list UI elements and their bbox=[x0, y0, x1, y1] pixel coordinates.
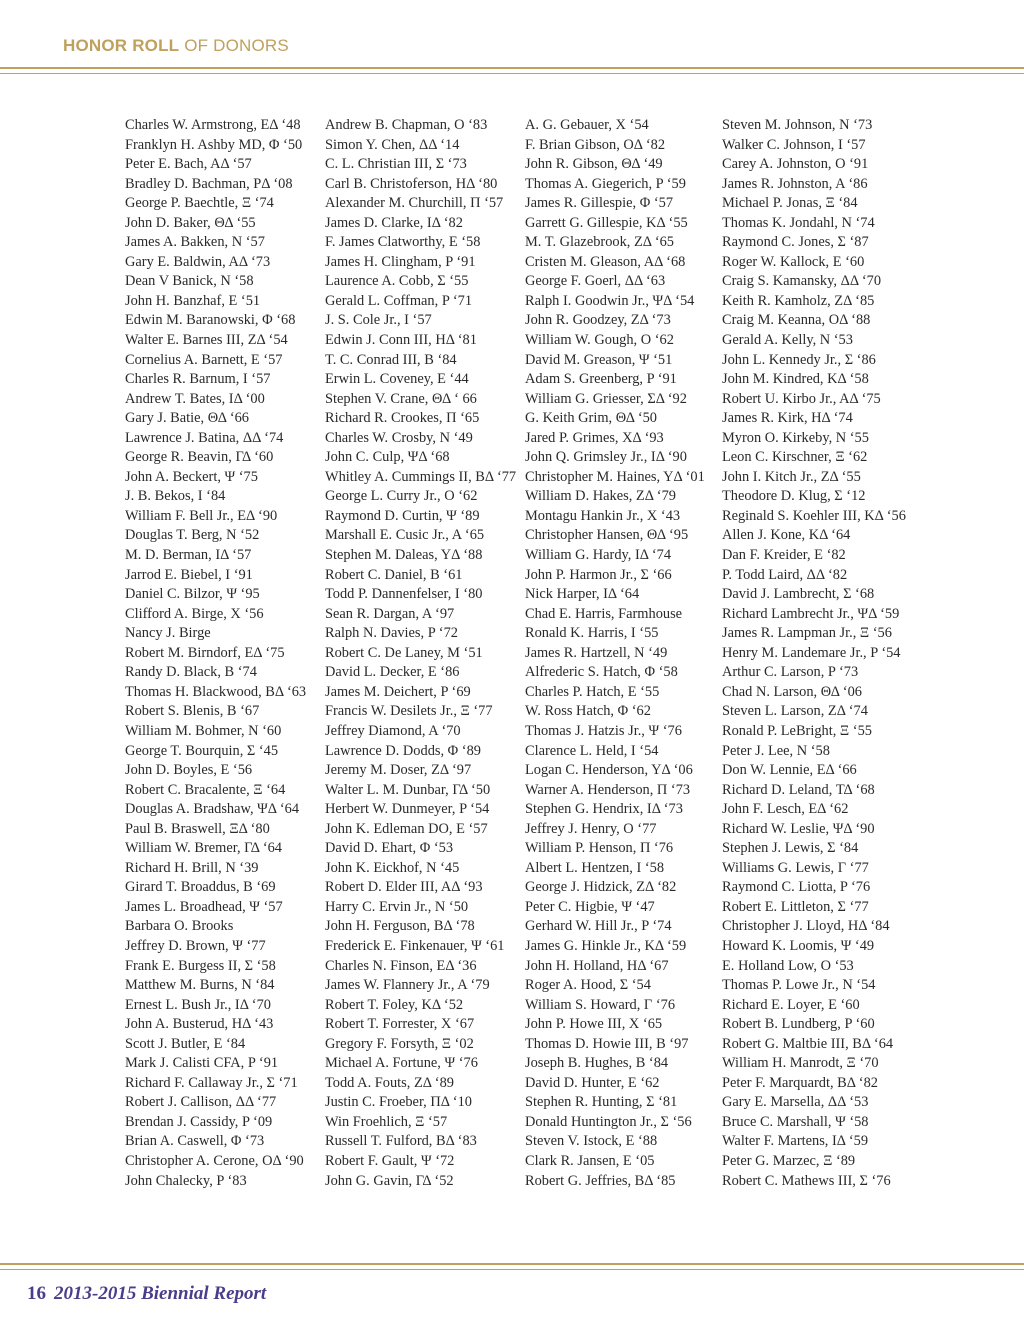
donor-name: James R. Johnston, A ‘86 bbox=[722, 175, 868, 192]
donor-name: Peter F. Marquardt, BΔ ‘82 bbox=[722, 1074, 878, 1091]
donor-name: John L. Kennedy Jr., Σ ‘86 bbox=[722, 351, 876, 368]
donor-name: Gerald L. Coffman, P ‘71 bbox=[325, 292, 473, 309]
donor-name: Richard H. Brill, N ‘39 bbox=[125, 859, 259, 876]
donor-name: Edwin M. Baranowski, Φ ‘68 bbox=[125, 312, 296, 329]
donor-name: John Q. Grimsley Jr., IΔ ‘90 bbox=[525, 449, 687, 466]
donor-name: Dean V Banick, N ‘58 bbox=[125, 273, 254, 290]
donor-name: James H. Clingham, P ‘91 bbox=[325, 253, 476, 270]
donor-name: David L. Decker, E ‘86 bbox=[325, 664, 460, 681]
donor-name: Robert F. Gault, Ψ ‘72 bbox=[325, 1152, 455, 1169]
donor-name: James R. Hartzell, N ‘49 bbox=[525, 644, 668, 661]
donor-name: Richard Lambrecht Jr., ΨΔ ‘59 bbox=[722, 605, 900, 622]
donor-name: John M. Kindred, KΔ ‘58 bbox=[722, 371, 869, 388]
donor-name: Donald Huntington Jr., Σ ‘56 bbox=[525, 1113, 692, 1130]
donor-name: Paul B. Braswell, ΞΔ ‘80 bbox=[125, 820, 270, 837]
donor-name: Matthew M. Burns, N ‘84 bbox=[125, 977, 275, 994]
donor-name: Nancy J. Birge bbox=[125, 625, 211, 642]
donor-name: George T. Bourquin, Σ ‘45 bbox=[125, 742, 279, 759]
section-header bbox=[63, 36, 289, 56]
donor-name: James R. Kirk, HΔ ‘74 bbox=[722, 410, 853, 427]
donor-name: James R. Gillespie, Φ ‘57 bbox=[525, 195, 674, 212]
donor-name: Thomas H. Blackwood, BΔ ‘63 bbox=[125, 683, 307, 700]
donor-name: Jeffrey D. Brown, Ψ ‘77 bbox=[125, 937, 266, 954]
donor-name: John Chalecky, P ‘83 bbox=[125, 1172, 247, 1189]
donor-name: John C. Culp, ΨΔ ‘68 bbox=[325, 449, 450, 466]
donor-name: Howard K. Loomis, Ψ ‘49 bbox=[722, 937, 875, 954]
donor-name: Jeffrey J. Henry, O ‘77 bbox=[525, 820, 657, 837]
donor-name: Charles W. Armstrong, EΔ ‘48 bbox=[125, 117, 301, 133]
donor-name: Frank E. Burgess II, Σ ‘58 bbox=[125, 957, 276, 974]
donor-name: James G. Hinkle Jr., KΔ ‘59 bbox=[525, 937, 687, 954]
donor-name: Arthur C. Larson, P ‘73 bbox=[722, 664, 859, 681]
donor-name: George L. Curry Jr., O ‘62 bbox=[325, 488, 478, 505]
donor-name: Joseph B. Hughes, B ‘84 bbox=[525, 1055, 669, 1072]
header-rule-thick bbox=[0, 67, 1024, 69]
donor-name: Ralph I. Goodwin Jr., ΨΔ ‘54 bbox=[525, 292, 695, 309]
donor-name: Gerald A. Kelly, N ‘53 bbox=[722, 332, 853, 349]
donor-name: Barbara O. Brooks bbox=[125, 918, 234, 935]
donor-name: George J. Hidzick, ZΔ ‘82 bbox=[525, 879, 677, 896]
donor-name: John P. Harmon Jr., Σ ‘66 bbox=[525, 566, 672, 583]
donor-column-3 bbox=[525, 116, 705, 1191]
donor-name: Marshall E. Cusic Jr., A ‘65 bbox=[325, 527, 485, 544]
donor-name: John R. Gibson, ΘΔ ‘49 bbox=[525, 156, 663, 173]
donor-name: Carl B. Christoferson, HΔ ‘80 bbox=[325, 175, 498, 192]
donor-name: James A. Bakken, N ‘57 bbox=[125, 234, 265, 251]
donor-name: Simon Y. Chen, ΔΔ ‘14 bbox=[325, 136, 460, 153]
donor-name: Leon C. Kirschner, Ξ ‘62 bbox=[722, 449, 868, 466]
donor-name: Richard D. Leland, ΤΔ ‘68 bbox=[722, 781, 875, 798]
donor-name: John K. Edleman DO, E ‘57 bbox=[325, 820, 488, 837]
donor-name: Alexander M. Churchill, Π ‘57 bbox=[325, 195, 504, 212]
donor-name: Robert G. Maltbie III, BΔ ‘64 bbox=[722, 1035, 894, 1052]
donor-name: John A. Busterud, HΔ ‘43 bbox=[125, 1016, 274, 1033]
donor-name: Charles P. Hatch, E ‘55 bbox=[525, 683, 660, 700]
donor-name: Robert S. Blenis, B ‘67 bbox=[125, 703, 260, 720]
donor-name: Richard W. Leslie, ΨΔ ‘90 bbox=[722, 820, 875, 837]
donor-name: Douglas T. Berg, N ‘52 bbox=[125, 527, 260, 544]
donor-name: Robert T. Forrester, X ‘67 bbox=[325, 1016, 475, 1033]
header-rule-thin bbox=[0, 73, 1024, 74]
donor-name: James R. Lampman Jr., Ξ ‘56 bbox=[722, 625, 892, 642]
donor-name: F. James Clatworthy, E ‘58 bbox=[325, 234, 481, 251]
donor-name: Walker C. Johnson, I ‘57 bbox=[722, 136, 866, 153]
donor-name: William P. Henson, Π ‘76 bbox=[525, 840, 674, 857]
donor-name: J. B. Bekos, I ‘84 bbox=[125, 488, 226, 505]
donor-name: Thomas P. Lowe Jr., N ‘54 bbox=[722, 977, 876, 994]
donor-name: Allen J. Kone, KΔ ‘64 bbox=[722, 527, 851, 544]
donor-name: Carey A. Johnston, O ‘91 bbox=[722, 156, 869, 173]
donor-name: Alfrederic S. Hatch, Φ ‘58 bbox=[525, 664, 678, 681]
donor-name: John D. Baker, ΘΔ ‘55 bbox=[125, 214, 256, 231]
donor-name: E. Holland Low, O ‘53 bbox=[722, 957, 854, 974]
donor-name: James D. Clarke, IΔ ‘82 bbox=[325, 214, 463, 231]
donor-name: Henry M. Landemare Jr., P ‘54 bbox=[722, 644, 901, 661]
donor-name: Thomas A. Giegerich, P ‘59 bbox=[525, 175, 686, 192]
donor-name: Girard T. Broaddus, B ‘69 bbox=[125, 879, 276, 896]
donor-name: Walter F. Martens, IΔ ‘59 bbox=[722, 1133, 869, 1150]
donor-name: Todd P. Dannenfelser, I ‘80 bbox=[325, 586, 483, 603]
donor-name: Laurence A. Cobb, Σ ‘55 bbox=[325, 273, 469, 290]
donor-name: Jeremy M. Doser, ZΔ ‘97 bbox=[325, 762, 472, 779]
donor-name: William F. Bell Jr., EΔ ‘90 bbox=[125, 507, 278, 524]
donor-name: Myron O. Kirkeby, N ‘55 bbox=[722, 429, 869, 446]
donor-name: John R. Goodzey, ZΔ ‘73 bbox=[525, 312, 671, 329]
donor-name: Richard E. Loyer, E ‘60 bbox=[722, 996, 860, 1013]
donor-name: William S. Howard, Γ ‘76 bbox=[525, 996, 676, 1013]
donor-name: Clark R. Jansen, E ‘05 bbox=[525, 1152, 655, 1169]
donor-name: Christopher A. Cerone, OΔ ‘90 bbox=[125, 1152, 304, 1169]
footer-rule-thin bbox=[0, 1269, 1024, 1270]
donor-name: John G. Gavin, ΓΔ ‘52 bbox=[325, 1172, 454, 1189]
donor-name: Garrett G. Gillespie, KΔ ‘55 bbox=[525, 214, 688, 231]
donor-name: Reginald S. Koehler III, KΔ ‘56 bbox=[722, 507, 906, 524]
donor-name: John K. Eickhof, N ‘45 bbox=[325, 859, 460, 876]
donor-name: Robert E. Littleton, Σ ‘77 bbox=[722, 898, 869, 915]
donor-name: William G. Griesser, ΣΔ ‘92 bbox=[525, 390, 687, 407]
donor-name: J. S. Cole Jr., I ‘57 bbox=[325, 312, 432, 329]
donor-name: Scott J. Butler, E ‘84 bbox=[125, 1035, 246, 1052]
donor-name: M. D. Berman, IΔ ‘57 bbox=[125, 547, 252, 564]
donor-name: Robert D. Elder III, AΔ ‘93 bbox=[325, 879, 483, 896]
donor-name: Robert M. Birndorf, EΔ ‘75 bbox=[125, 644, 285, 661]
donor-name: Robert T. Foley, KΔ ‘52 bbox=[325, 996, 464, 1013]
donor-name: Jarrod E. Biebel, I ‘91 bbox=[125, 566, 253, 583]
donor-name: Stephen M. Daleas, YΔ ‘88 bbox=[325, 547, 483, 564]
donor-name: Harry C. Ervin Jr., N ‘50 bbox=[325, 898, 469, 915]
donor-name: Christopher Hansen, ΘΔ ‘95 bbox=[525, 527, 689, 544]
donor-name: Justin C. Froeber, ΠΔ ‘10 bbox=[325, 1094, 472, 1111]
donor-name: Stephen V. Crane, ΘΔ ‘ 66 bbox=[325, 390, 477, 407]
donor-name: Don W. Lennie, EΔ ‘66 bbox=[722, 762, 857, 779]
donor-name: Ronald K. Harris, I ‘55 bbox=[525, 625, 659, 642]
donor-name: Jeffrey Diamond, A ‘70 bbox=[325, 722, 461, 739]
donor-name: Steven L. Larson, ZΔ ‘74 bbox=[722, 703, 868, 720]
donor-name: John D. Boyles, E ‘56 bbox=[125, 762, 253, 779]
donor-name: Clifford A. Birge, X ‘56 bbox=[125, 605, 264, 622]
donor-name: Thomas K. Jondahl, N ‘74 bbox=[722, 214, 875, 231]
donor-name: Robert C. De Laney, M ‘51 bbox=[325, 644, 483, 661]
donor-name: Cornelius A. Barnett, E ‘57 bbox=[125, 351, 283, 368]
donor-name: Peter J. Lee, N ‘58 bbox=[722, 742, 830, 759]
donor-name: Robert C. Daniel, B ‘61 bbox=[325, 566, 463, 583]
donor-name: David M. Greason, Ψ ‘51 bbox=[525, 351, 673, 368]
donor-name: Robert J. Callison, ΔΔ ‘77 bbox=[125, 1094, 277, 1111]
donor-name: Gerhard W. Hill Jr., P ‘74 bbox=[525, 918, 672, 935]
donor-name: Whitley A. Cummings II, BΔ ‘77 bbox=[325, 468, 517, 485]
donor-name: Chad N. Larson, ΘΔ ‘06 bbox=[722, 683, 862, 700]
donor-name: Lawrence D. Dodds, Φ ‘89 bbox=[325, 742, 481, 759]
donor-name: William W. Bremer, ΓΔ ‘64 bbox=[125, 840, 283, 857]
donor-name: Jared P. Grimes, XΔ ‘93 bbox=[525, 429, 664, 446]
page-number: 16 bbox=[27, 1283, 46, 1304]
donor-name: Cristen M. Gleason, AΔ ‘68 bbox=[525, 253, 686, 270]
donor-name: Sean R. Dargan, A ‘97 bbox=[325, 605, 455, 622]
donor-name: Clarence L. Held, I ‘54 bbox=[525, 742, 659, 759]
donor-name: A. G. Gebauer, X ‘54 bbox=[525, 117, 649, 133]
donor-name: James W. Flannery Jr., A ‘79 bbox=[325, 977, 490, 994]
donor-name: Charles W. Crosby, N ‘49 bbox=[325, 429, 473, 446]
donor-name: Bradley D. Bachman, PΔ ‘08 bbox=[125, 175, 293, 192]
donor-name: Albert L. Hentzen, I ‘58 bbox=[525, 859, 665, 876]
donor-name: Dan F. Kreider, E ‘82 bbox=[722, 547, 846, 564]
donor-name: Gregory F. Forsyth, Ξ ‘02 bbox=[325, 1035, 474, 1052]
donor-name: William W. Gough, O ‘62 bbox=[525, 332, 674, 349]
donor-name: Richard F. Callaway Jr., Σ ‘71 bbox=[125, 1074, 298, 1091]
donor-name: C. L. Christian III, Σ ‘73 bbox=[325, 156, 467, 173]
donor-name: G. Keith Grim, ΘΔ ‘50 bbox=[525, 410, 658, 427]
report-title: 2013-2015 Biennial Report bbox=[54, 1283, 267, 1304]
donor-name: Andrew T. Bates, IΔ ‘00 bbox=[125, 390, 265, 407]
donor-name: Todd A. Fouts, ZΔ ‘89 bbox=[325, 1074, 454, 1091]
donor-name: Craig M. Keanna, OΔ ‘88 bbox=[722, 312, 871, 329]
donor-name: Williams G. Lewis, Γ ‘77 bbox=[722, 859, 869, 876]
donor-name: Christopher J. Lloyd, HΔ ‘84 bbox=[722, 918, 890, 935]
donor-name: Montagu Hankin Jr., X ‘43 bbox=[525, 507, 681, 524]
donor-name: Robert C. Mathews III, Σ ‘76 bbox=[722, 1172, 891, 1189]
donor-name: Randy D. Black, B ‘74 bbox=[125, 664, 257, 681]
donor-name: P. Todd Laird, ΔΔ ‘82 bbox=[722, 566, 848, 583]
donor-name: M. T. Glazebrook, ZΔ ‘65 bbox=[525, 234, 674, 251]
donor-name: Craig S. Kamansky, ΔΔ ‘70 bbox=[722, 273, 882, 290]
donor-name: Keith R. Kamholz, ZΔ ‘85 bbox=[722, 292, 875, 309]
donor-name: Ernest L. Bush Jr., IΔ ‘70 bbox=[125, 996, 271, 1013]
donor-name: William M. Bohmer, N ‘60 bbox=[125, 722, 282, 739]
donor-name: Thomas D. Howie III, B ‘97 bbox=[525, 1035, 689, 1052]
donor-name: Stephen R. Hunting, Σ ‘81 bbox=[525, 1094, 678, 1111]
donor-name: John F. Lesch, EΔ ‘62 bbox=[722, 801, 849, 818]
donor-name: Douglas A. Bradshaw, ΨΔ ‘64 bbox=[125, 801, 300, 818]
donor-name: Robert U. Kirbo Jr., AΔ ‘75 bbox=[722, 390, 881, 407]
donor-name: Adam S. Greenberg, P ‘91 bbox=[525, 371, 677, 388]
donor-name: Daniel C. Bilzor, Ψ ‘95 bbox=[125, 586, 260, 603]
donor-name: John A. Beckert, Ψ ‘75 bbox=[125, 468, 258, 485]
donor-name: John H. Holland, HΔ ‘67 bbox=[525, 957, 669, 974]
donor-name: Herbert W. Dunmeyer, P ‘54 bbox=[325, 801, 490, 818]
donor-name: Edwin J. Conn III, HΔ ‘81 bbox=[325, 332, 477, 349]
donor-name: John H. Banzhaf, E ‘51 bbox=[125, 292, 261, 309]
donor-name: James L. Broadhead, Ψ ‘57 bbox=[125, 898, 283, 915]
donor-name: Robert B. Lundberg, P ‘60 bbox=[722, 1016, 875, 1033]
donor-name: Robert C. Bracalente, Ξ ‘64 bbox=[125, 781, 286, 798]
donor-name: Raymond C. Liotta, P ‘76 bbox=[722, 879, 871, 896]
donor-name: Gary J. Batie, ΘΔ ‘66 bbox=[125, 410, 249, 427]
donor-name: Charles R. Barnum, I ‘57 bbox=[125, 371, 271, 388]
donor-name: Lawrence J. Batina, ΔΔ ‘74 bbox=[125, 429, 284, 446]
donor-name: William G. Hardy, IΔ ‘74 bbox=[525, 547, 672, 564]
donor-name: William D. Hakes, ZΔ ‘79 bbox=[525, 488, 676, 505]
donor-name: David J. Lambrecht, Σ ‘68 bbox=[722, 586, 875, 603]
donor-name: George R. Beavin, ΓΔ ‘60 bbox=[125, 449, 274, 466]
header-rest: OF DONORS bbox=[179, 36, 289, 55]
donor-name: Robert G. Jeffries, BΔ ‘85 bbox=[525, 1172, 676, 1189]
donor-name: John P. Howe III, X ‘65 bbox=[525, 1016, 663, 1033]
donor-name: David D. Hunter, E ‘62 bbox=[525, 1074, 660, 1091]
donor-name: Logan C. Henderson, YΔ ‘06 bbox=[525, 762, 693, 779]
donor-name: Theodore D. Klug, Σ ‘12 bbox=[722, 488, 866, 505]
donor-name: Russell T. Fulford, BΔ ‘83 bbox=[325, 1133, 477, 1150]
donor-column-2 bbox=[325, 116, 516, 1191]
page-footer bbox=[27, 1283, 266, 1305]
donor-name: James M. Deichert, P ‘69 bbox=[325, 683, 471, 700]
donor-name: Erwin L. Coveney, E ‘44 bbox=[325, 371, 469, 388]
donor-name: Brian A. Caswell, Φ ‘73 bbox=[125, 1133, 265, 1150]
donor-name: Frederick E. Finkenauer, Ψ ‘61 bbox=[325, 937, 505, 954]
donor-name: John H. Ferguson, BΔ ‘78 bbox=[325, 918, 475, 935]
donor-name: Peter C. Higbie, Ψ ‘47 bbox=[525, 898, 655, 915]
donor-name: John I. Kitch Jr., ZΔ ‘55 bbox=[722, 468, 861, 485]
donor-name: Roger A. Hood, Σ ‘54 bbox=[525, 977, 651, 994]
donor-name: Thomas J. Hatzis Jr., Ψ ‘76 bbox=[525, 722, 682, 739]
donor-name: Chad E. Harris, Farmhouse bbox=[525, 605, 683, 622]
donor-name: Mark J. Calisti CFA, P ‘91 bbox=[125, 1055, 279, 1072]
donor-name: George F. Goerl, ΔΔ ‘63 bbox=[525, 273, 666, 290]
donor-name: Walter L. M. Dunbar, ΓΔ ‘50 bbox=[325, 781, 491, 798]
donor-name: Gary E. Marsella, ΔΔ ‘53 bbox=[722, 1094, 869, 1111]
donor-name: Stephen G. Hendrix, IΔ ‘73 bbox=[525, 801, 683, 818]
donor-name: W. Ross Hatch, Φ ‘62 bbox=[525, 703, 651, 720]
donor-name: Andrew B. Chapman, O ‘83 bbox=[325, 117, 488, 133]
donor-name: George P. Baechtle, Ξ ‘74 bbox=[125, 195, 274, 212]
donor-name: Brendan J. Cassidy, P ‘09 bbox=[125, 1113, 273, 1130]
donor-name: William H. Manrodt, Ξ ‘70 bbox=[722, 1055, 879, 1072]
donor-name: Win Froehlich, Ξ ‘57 bbox=[325, 1113, 448, 1130]
donor-name: Stephen J. Lewis, Σ ‘84 bbox=[722, 840, 859, 857]
donor-column-4 bbox=[722, 116, 906, 1191]
donor-name: Gary E. Baldwin, AΔ ‘73 bbox=[125, 253, 271, 270]
donor-name: Steven V. Istock, E ‘88 bbox=[525, 1133, 658, 1150]
donor-name: T. C. Conrad III, B ‘84 bbox=[325, 351, 457, 368]
donor-name: Michael P. Jonas, Ξ ‘84 bbox=[722, 195, 858, 212]
donor-name: Ralph N. Davies, P ‘72 bbox=[325, 625, 458, 642]
donor-name: Peter G. Marzec, Ξ ‘89 bbox=[722, 1152, 856, 1169]
donor-name: Francis W. Desilets Jr., Ξ ‘77 bbox=[325, 703, 493, 720]
header-bold: HONOR ROLL bbox=[63, 36, 180, 55]
donor-name: Warner A. Henderson, Π ‘73 bbox=[525, 781, 691, 798]
donor-column-1 bbox=[125, 116, 306, 1191]
donor-name: Nick Harper, IΔ ‘64 bbox=[525, 586, 640, 603]
donor-name: Ronald P. LeBright, Ξ ‘55 bbox=[722, 722, 872, 739]
donor-name: Peter E. Bach, AΔ ‘57 bbox=[125, 156, 252, 173]
donor-name: David D. Ehart, Φ ‘53 bbox=[325, 840, 454, 857]
footer-rule-thick bbox=[0, 1263, 1024, 1265]
donor-name: Franklyn H. Ashby MD, Φ ‘50 bbox=[125, 136, 303, 153]
donor-name: Raymond D. Curtin, Ψ ‘89 bbox=[325, 507, 480, 524]
donor-name: Richard R. Crookes, Π ‘65 bbox=[325, 410, 480, 427]
donor-name: F. Brian Gibson, OΔ ‘82 bbox=[525, 136, 666, 153]
donor-name: Steven M. Johnson, N ‘73 bbox=[722, 117, 873, 133]
donor-name: Christopher M. Haines, YΔ ‘01 bbox=[525, 468, 705, 485]
donor-name: Roger W. Kallock, E ‘60 bbox=[722, 253, 865, 270]
donor-name: Walter E. Barnes III, ZΔ ‘54 bbox=[125, 332, 288, 349]
donor-name: Bruce C. Marshall, Ψ ‘58 bbox=[722, 1113, 869, 1130]
donor-name: Charles N. Finson, EΔ ‘36 bbox=[325, 957, 477, 974]
donor-name: Michael A. Fortune, Ψ ‘76 bbox=[325, 1055, 478, 1072]
donor-name: Raymond C. Jones, Σ ‘87 bbox=[722, 234, 869, 251]
